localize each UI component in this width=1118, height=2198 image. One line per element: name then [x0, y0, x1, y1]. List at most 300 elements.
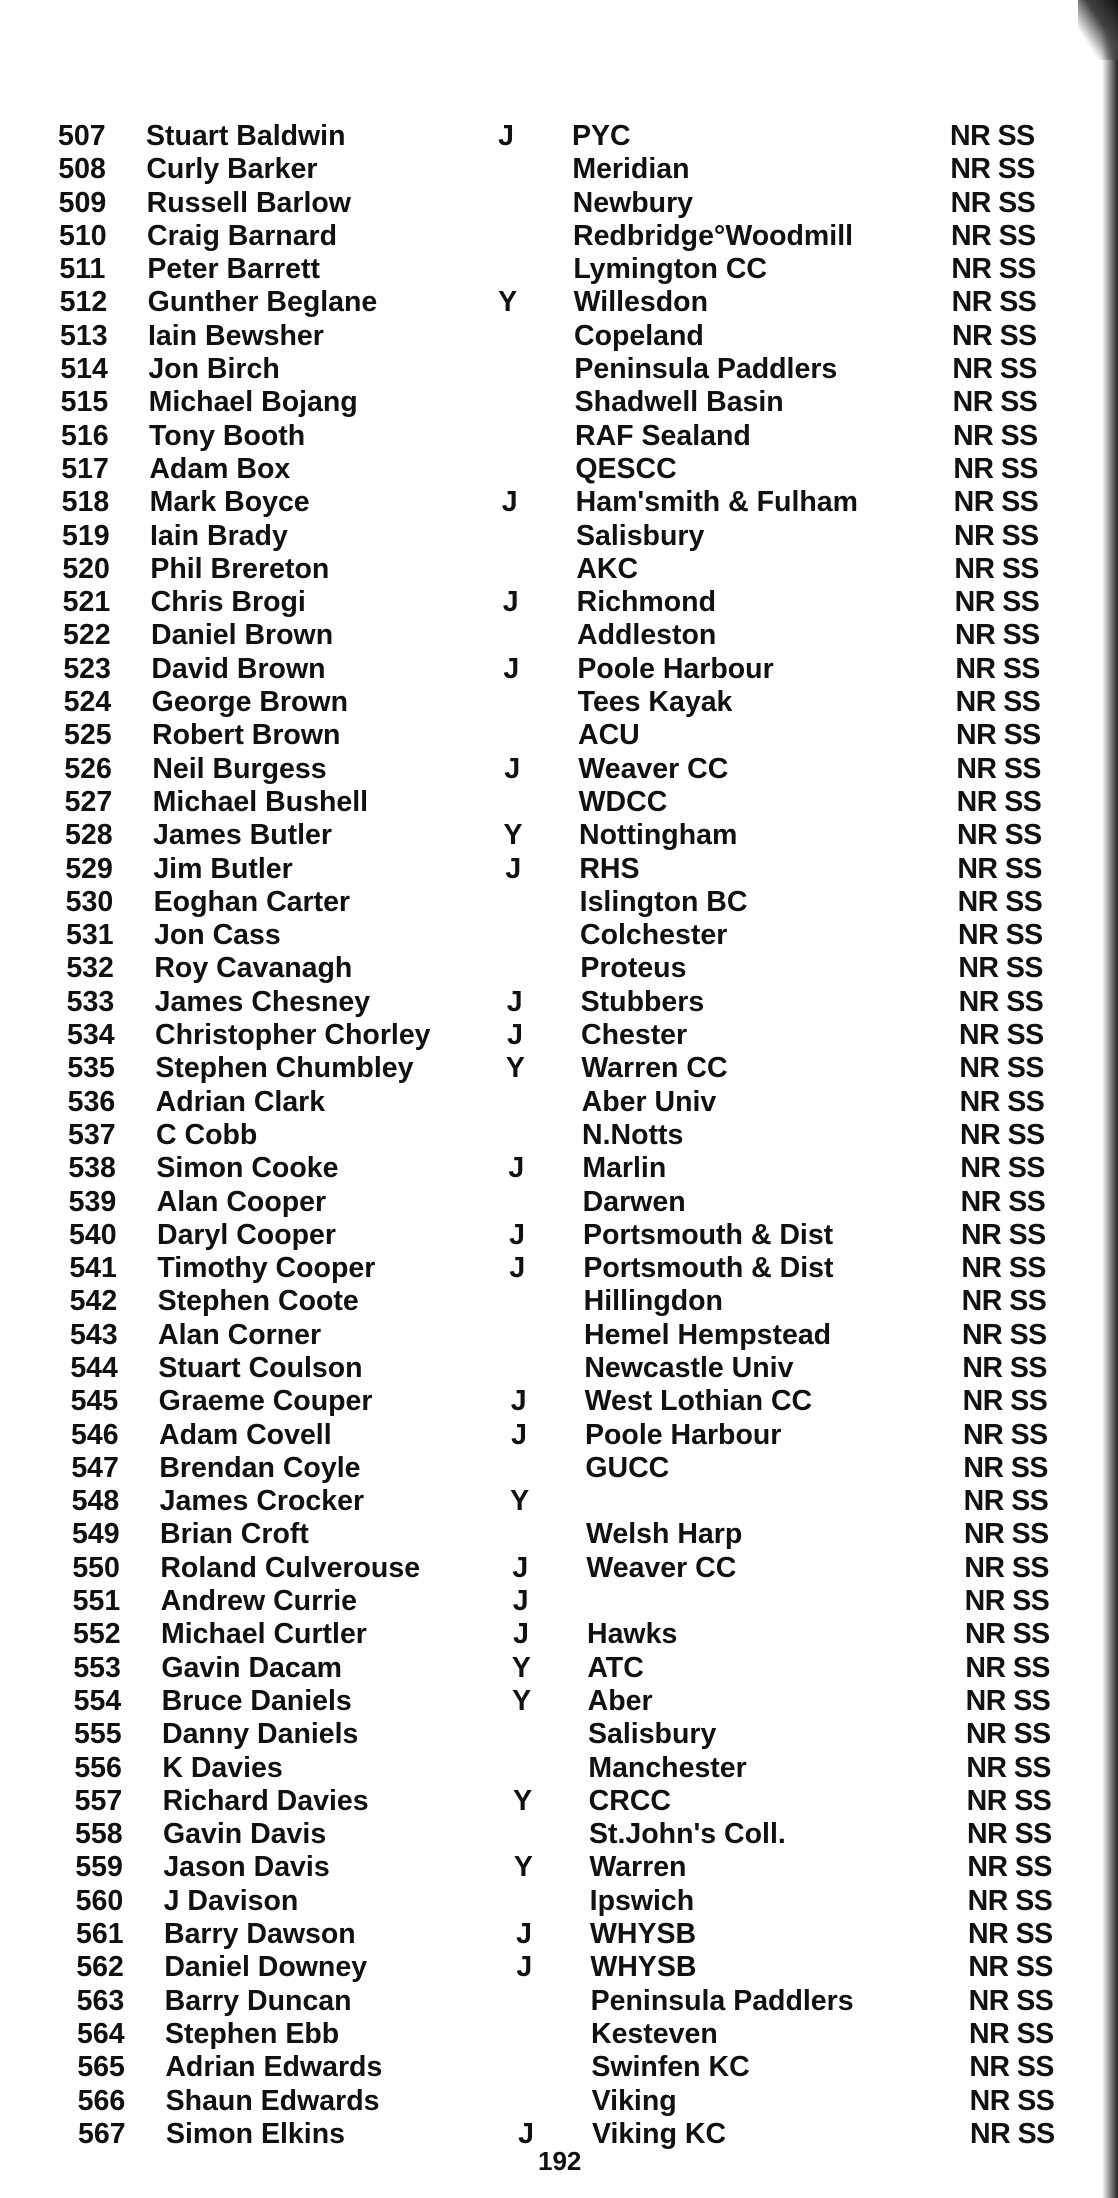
- entry-status: NR SS: [958, 919, 1043, 952]
- entry-club: West Lothian CC: [584, 1385, 813, 1418]
- entry-status: NR SS: [969, 2017, 1054, 2050]
- list-item: [0, 1785, 1118, 1818]
- entry-club: Ham'smith & Fulham: [575, 486, 858, 519]
- entry-category: J: [498, 120, 514, 152]
- entry-club: RHS: [579, 852, 640, 885]
- list-item: [0, 1618, 1118, 1651]
- entry-status: NR SS: [968, 1984, 1054, 2017]
- list-item: [0, 819, 1118, 852]
- entry-status: NR SS: [962, 1385, 1048, 1418]
- entry-club: Viking: [591, 2084, 677, 2117]
- list-item: [0, 1752, 1118, 1785]
- entry-number: 544: [70, 1351, 118, 1384]
- entry-status: NR SS: [969, 2051, 1054, 2084]
- list-item: [0, 1086, 1118, 1119]
- list-item: [0, 1385, 1118, 1418]
- entry-status: NR SS: [952, 319, 1037, 352]
- entry-status: NR SS: [969, 2084, 1055, 2117]
- entry-name: Neil Burgess: [152, 752, 327, 785]
- list-item: [0, 1951, 1118, 1984]
- list-item: [0, 453, 1118, 486]
- entry-club: Poole Harbour: [585, 1418, 782, 1451]
- entry-number: 535: [67, 1052, 115, 1085]
- list-item: [0, 187, 1118, 220]
- list-item: [0, 420, 1118, 453]
- entry-number: 567: [78, 2117, 126, 2150]
- entry-club: N.Notts: [582, 1118, 684, 1151]
- entry-category: J: [516, 1918, 532, 1951]
- entry-name: Tony Booth: [149, 419, 306, 452]
- list-item: [0, 1419, 1118, 1452]
- entry-status: NR SS: [957, 819, 1042, 852]
- list-item: [0, 1285, 1118, 1318]
- entry-number: 508: [58, 153, 106, 186]
- entry-status: NR SS: [970, 2117, 1055, 2150]
- entry-number: 545: [70, 1385, 119, 1418]
- entry-name: Gunther Beglane: [147, 286, 378, 319]
- entry-number: 547: [71, 1451, 119, 1484]
- list-item: [0, 952, 1118, 985]
- entry-club: ATC: [587, 1651, 644, 1684]
- entry-name: Michael Bushell: [152, 785, 369, 818]
- list-item: [0, 486, 1118, 519]
- entry-club: Portsmouth & Dist: [583, 1218, 834, 1251]
- entry-status: NR SS: [967, 1851, 1052, 1884]
- entry-club: Islington BC: [579, 885, 748, 918]
- entry-number: 564: [77, 2017, 125, 2050]
- entry-status: NR SS: [957, 885, 1043, 918]
- entry-number: 513: [60, 319, 108, 352]
- entry-club: Kesteven: [591, 2017, 718, 2050]
- entry-name: Brian Croft: [160, 1518, 309, 1551]
- entry-name: C Cobb: [156, 1118, 258, 1151]
- entry-number: 546: [71, 1418, 119, 1451]
- entry-name: George Brown: [151, 686, 349, 719]
- list-item: [0, 320, 1118, 353]
- entry-club: Chester: [581, 1019, 688, 1052]
- entry-status: NR SS: [956, 719, 1041, 752]
- list-item: [0, 1885, 1118, 1918]
- list-item: [0, 553, 1118, 586]
- entry-name: Jason Davis: [163, 1851, 330, 1884]
- entry-club: Peninsula Paddlers: [574, 353, 838, 386]
- entry-category: Y: [503, 819, 523, 852]
- list-item: [0, 753, 1118, 786]
- entry-category: J: [511, 1418, 527, 1451]
- entry-club: WHYSB: [590, 1951, 697, 1984]
- entry-number: 555: [74, 1718, 122, 1751]
- entry-club: Manchester: [588, 1751, 747, 1784]
- list-item: [0, 1052, 1118, 1085]
- list-item: [0, 1219, 1118, 1252]
- entry-club: Hemel Hempstead: [584, 1318, 832, 1351]
- entry-club: Weaver CC: [586, 1551, 737, 1584]
- entry-club: Aber Univ: [581, 1085, 717, 1118]
- entry-number: 550: [72, 1551, 120, 1584]
- entry-name: Daniel Downey: [164, 1951, 368, 1984]
- entry-number: 565: [77, 2051, 125, 2084]
- entry-status: NR SS: [957, 852, 1042, 885]
- entry-name: Michael Bojang: [148, 386, 358, 419]
- entry-name: Simon Elkins: [166, 2117, 345, 2150]
- entry-name: Stephen Ebb: [165, 2017, 340, 2050]
- entry-name: Adrian Edwards: [165, 2051, 383, 2084]
- entry-status: NR SS: [964, 1518, 1049, 1551]
- entry-status: NR SS: [963, 1485, 1049, 1518]
- list-item: [0, 1851, 1118, 1884]
- entry-club: Meridian: [572, 153, 690, 186]
- list-item: [0, 353, 1118, 386]
- entry-number: 519: [62, 519, 110, 552]
- entry-status: NR SS: [964, 1585, 1050, 1618]
- entry-status: NR SS: [956, 785, 1042, 818]
- entry-number: 537: [68, 1118, 116, 1151]
- list-item: [0, 686, 1118, 719]
- entry-club: Stubbers: [580, 985, 705, 1018]
- entry-status: NR SS: [968, 1918, 1053, 1951]
- entry-status: NR SS: [950, 153, 1035, 186]
- entry-name: Chris Brogi: [150, 586, 306, 619]
- entry-category: J: [509, 1252, 526, 1285]
- list-item: [0, 1252, 1118, 1285]
- entry-name: Adrian Clark: [155, 1085, 326, 1118]
- list-item: [0, 886, 1118, 919]
- list-item: [0, 1485, 1118, 1518]
- entry-status: NR SS: [967, 1884, 1053, 1917]
- entry-number: 566: [77, 2084, 126, 2117]
- entry-name: Andrew Currie: [160, 1585, 358, 1618]
- entry-category: Y: [511, 1651, 531, 1684]
- entry-status: NR SS: [959, 1052, 1044, 1085]
- entry-name: Shaun Edwards: [165, 2084, 380, 2117]
- entry-number: 521: [62, 586, 111, 619]
- list-item: [0, 619, 1118, 652]
- list-item: [0, 1652, 1118, 1685]
- entry-category: J: [504, 752, 521, 785]
- entry-number: 512: [59, 286, 108, 319]
- entry-number: 552: [73, 1618, 121, 1651]
- entry-club: Peninsula Paddlers: [590, 1984, 854, 2017]
- entry-number: 515: [60, 386, 109, 419]
- entry-category: Y: [513, 1784, 533, 1817]
- entry-status: NR SS: [965, 1651, 1050, 1684]
- list-item: [0, 986, 1118, 1019]
- entry-name: Christopher Chorley: [155, 1019, 431, 1052]
- entry-name: Curly Barker: [146, 153, 318, 186]
- entry-category: J: [516, 1951, 533, 1984]
- entry-name: Eoghan Carter: [153, 885, 351, 918]
- entry-name: Iain Bewsher: [148, 319, 324, 352]
- entry-club: GUCC: [585, 1451, 670, 1484]
- entry-name: Stuart Baldwin: [146, 120, 346, 152]
- entry-club: CRCC: [588, 1784, 671, 1817]
- entry-status: NR SS: [959, 1085, 1045, 1118]
- entry-club: Hillingdon: [583, 1285, 723, 1318]
- entry-name: K Davies: [162, 1751, 283, 1784]
- list-item: [0, 853, 1118, 886]
- entry-category: Y: [510, 1485, 530, 1518]
- entry-number: 557: [74, 1784, 123, 1817]
- list-item: [0, 1985, 1118, 2018]
- entry-name: Jon Cass: [154, 919, 281, 952]
- list-item: [0, 1685, 1118, 1718]
- entry-name: David Brown: [151, 652, 326, 685]
- list-item: [0, 1152, 1118, 1185]
- list-item: [0, 120, 1118, 153]
- entry-club: Marlin: [582, 1152, 667, 1185]
- entry-number: 527: [64, 785, 113, 818]
- entry-name: Bruce Daniels: [161, 1684, 352, 1717]
- entry-number: 556: [74, 1751, 122, 1784]
- entry-name: Jon Birch: [148, 353, 280, 386]
- entry-status: NR SS: [955, 686, 1041, 719]
- entry-number: 536: [67, 1085, 116, 1118]
- list-item: [0, 2051, 1118, 2084]
- entry-number: 548: [71, 1485, 120, 1518]
- entry-status: NR SS: [956, 752, 1041, 785]
- entry-number: 524: [63, 686, 112, 719]
- entry-status: NR SS: [952, 386, 1038, 419]
- entry-number: 522: [63, 619, 111, 652]
- entry-name: Timothy Cooper: [157, 1252, 376, 1285]
- entry-number: 558: [75, 1818, 123, 1851]
- list-item: [0, 919, 1118, 952]
- entry-name: Roland Culverouse: [160, 1551, 421, 1584]
- entry-club: QESCC: [575, 452, 677, 485]
- entry-name: Barry Dawson: [164, 1918, 356, 1951]
- list-item: [0, 1552, 1118, 1585]
- entry-name: Russell Barlow: [146, 186, 351, 219]
- entry-number: 553: [73, 1651, 121, 1684]
- entry-number: 539: [68, 1185, 117, 1218]
- entry-name: Barry Duncan: [164, 1984, 352, 2017]
- entry-number: 530: [65, 885, 114, 918]
- entry-status: NR SS: [966, 1718, 1051, 1751]
- list-item: [0, 1452, 1118, 1485]
- list-item: [0, 1918, 1118, 1951]
- entry-number: 532: [66, 952, 114, 985]
- entry-category: J: [502, 586, 519, 619]
- entry-status: NR SS: [953, 419, 1038, 452]
- entry-status: NR SS: [962, 1351, 1047, 1384]
- entry-status: NR SS: [965, 1618, 1050, 1651]
- entry-club: Viking KC: [592, 2117, 727, 2150]
- entry-name: Peter Barrett: [147, 253, 320, 286]
- entry-club: ACU: [578, 719, 640, 752]
- list-item: [0, 153, 1118, 186]
- entry-category: Y: [513, 1851, 533, 1884]
- entry-category: J: [508, 1152, 525, 1185]
- entry-status: NR SS: [963, 1451, 1048, 1484]
- entry-club: Redbridge°Woodmill: [573, 219, 854, 252]
- entry-club: AKC: [576, 552, 639, 585]
- list-item: [0, 1319, 1118, 1352]
- entry-name: Roy Cavanagh: [154, 952, 353, 985]
- entry-club: Swinfen KC: [591, 2051, 750, 2084]
- entry-status: NR SS: [951, 253, 1036, 286]
- entry-name: Alan Cooper: [156, 1185, 327, 1218]
- entry-name: Robert Brown: [152, 719, 341, 752]
- entry-number: 514: [60, 353, 108, 386]
- entry-number: 562: [76, 1951, 124, 1984]
- list-item: [0, 1119, 1118, 1152]
- entry-category: J: [512, 1585, 529, 1618]
- entry-status: NR SS: [967, 1818, 1052, 1851]
- entry-number: 523: [63, 652, 111, 685]
- entry-number: 533: [66, 985, 115, 1018]
- entry-name: Alan Corner: [158, 1318, 322, 1351]
- entry-name: Daryl Cooper: [157, 1218, 336, 1251]
- entry-status: NR SS: [961, 1252, 1046, 1285]
- entry-number: 529: [65, 852, 113, 885]
- entry-club: Newbury: [572, 186, 694, 219]
- entry-number: 551: [72, 1585, 121, 1618]
- list-item: [0, 1718, 1118, 1751]
- entry-name: Stuart Coulson: [158, 1351, 363, 1384]
- entry-name: Phil Brereton: [150, 552, 330, 585]
- entry-club: Aber: [587, 1684, 653, 1717]
- entry-status: NR SS: [958, 952, 1043, 985]
- entry-status: NR SS: [958, 985, 1044, 1018]
- entry-club: Tees Kayak: [577, 686, 733, 719]
- entry-club: RAF Sealand: [575, 419, 751, 452]
- entry-club: Shadwell Basin: [574, 386, 784, 419]
- entry-club: Ipswich: [589, 1884, 695, 1917]
- entry-name: Danny Daniels: [162, 1718, 359, 1751]
- list-item: [0, 2085, 1118, 2118]
- entry-name: James Crocker: [159, 1485, 365, 1518]
- list-item: [0, 253, 1118, 286]
- entry-name: Mark Boyce: [149, 486, 310, 519]
- entry-status: NR SS: [960, 1185, 1046, 1218]
- entry-status: NR SS: [964, 1551, 1049, 1584]
- entry-club: PYC: [572, 120, 631, 152]
- entry-club: WHYSB: [590, 1918, 697, 1951]
- entry-club: Warren CC: [581, 1052, 728, 1085]
- entry-club: Weaver CC: [578, 752, 729, 785]
- entry-number: 543: [70, 1318, 118, 1351]
- entry-category: J: [503, 652, 520, 685]
- entry-category: J: [505, 852, 522, 885]
- entry-category: J: [507, 1019, 523, 1052]
- entry-status: NR SS: [951, 286, 1037, 319]
- entry-status: NR SS: [961, 1285, 1047, 1318]
- list-item: [0, 286, 1118, 319]
- entry-name: James Butler: [153, 819, 333, 852]
- list-item: [0, 1186, 1118, 1219]
- entry-number: 554: [73, 1684, 122, 1717]
- list-item: [0, 653, 1118, 686]
- entry-status: NR SS: [954, 552, 1039, 585]
- entry-name: Gavin Davis: [163, 1818, 327, 1851]
- entry-name: Daniel Brown: [151, 619, 334, 652]
- entry-number: 549: [72, 1518, 120, 1551]
- entry-name: Graeme Couper: [158, 1385, 373, 1418]
- entry-name: Jim Butler: [153, 852, 293, 885]
- entry-club: Salisbury: [588, 1718, 717, 1751]
- entry-name: Simon Cooke: [156, 1152, 339, 1185]
- entry-number: 526: [64, 752, 112, 785]
- list-item: [0, 520, 1118, 553]
- list-item: [0, 220, 1118, 253]
- entry-category: Y: [512, 1684, 532, 1717]
- entry-status: NR SS: [968, 1951, 1053, 1984]
- entry-number: 507: [58, 120, 106, 152]
- entry-category: J: [501, 486, 518, 519]
- entry-number: 518: [61, 486, 110, 519]
- entry-club: Lymington CC: [573, 253, 767, 286]
- entry-club: Portsmouth & Dist: [583, 1252, 834, 1285]
- list-item: [0, 586, 1118, 619]
- entry-name: Brendan Coyle: [159, 1451, 361, 1484]
- entry-number: 510: [59, 219, 107, 252]
- entry-status: NR SS: [955, 619, 1040, 652]
- list-item: [0, 1518, 1118, 1551]
- entry-category: Y: [505, 1052, 525, 1085]
- entry-number: 559: [75, 1851, 123, 1884]
- entry-status: NR SS: [955, 652, 1040, 685]
- entry-club: Colchester: [580, 919, 728, 952]
- entry-name: Richard Davies: [162, 1784, 369, 1817]
- entry-number: 542: [69, 1285, 118, 1318]
- entry-category: J: [513, 1618, 529, 1651]
- list-item: [0, 1019, 1118, 1052]
- entry-number: 541: [69, 1252, 117, 1285]
- entry-club: Copeland: [574, 319, 704, 352]
- entry-status: NR SS: [960, 1152, 1045, 1185]
- page-corner-shadow: [1078, 0, 1118, 60]
- entry-category: J: [506, 985, 523, 1018]
- entry-club: Nottingham: [579, 819, 738, 852]
- list-item: [0, 786, 1118, 819]
- entry-status: NR SS: [963, 1418, 1048, 1451]
- entry-number: 516: [61, 419, 109, 452]
- list-item: [0, 2018, 1118, 2051]
- entry-club: Welsh Harp: [586, 1518, 743, 1551]
- entry-number: 540: [69, 1218, 117, 1251]
- entry-list: [0, 120, 1118, 2151]
- entry-name: James Chesney: [154, 985, 371, 1018]
- list-item: [0, 386, 1118, 419]
- entry-club: Addleston: [577, 619, 717, 652]
- entry-name: Gavin Dacam: [161, 1651, 342, 1684]
- entry-status: NR SS: [961, 1218, 1046, 1251]
- entry-number: 525: [64, 719, 112, 752]
- list-item: [0, 1818, 1118, 1851]
- entry-category: J: [509, 1218, 525, 1251]
- entry-club: Salisbury: [576, 519, 705, 552]
- list-item: [0, 1352, 1118, 1385]
- entry-club: Warren: [589, 1851, 687, 1884]
- entry-club: Richmond: [576, 586, 716, 619]
- entry-club: Poole Harbour: [577, 652, 774, 685]
- entry-category: J: [512, 1551, 529, 1584]
- entry-name: Iain Brady: [150, 519, 288, 552]
- entry-club: WDCC: [578, 785, 668, 818]
- entry-club: St.John's Coll.: [589, 1818, 786, 1851]
- entry-name: J Davison: [163, 1884, 299, 1917]
- entry-category: Y: [498, 286, 518, 319]
- entry-name: Adam Covell: [159, 1418, 332, 1451]
- entry-number: 509: [58, 186, 107, 219]
- entry-status: NR SS: [959, 1019, 1044, 1052]
- entry-number: 538: [68, 1152, 116, 1185]
- entry-name: Stephen Coote: [157, 1285, 359, 1318]
- entry-club: Darwen: [582, 1185, 686, 1218]
- entry-club: Hawks: [587, 1618, 678, 1651]
- entry-category: J: [518, 2117, 534, 2150]
- entry-number: 517: [61, 452, 109, 485]
